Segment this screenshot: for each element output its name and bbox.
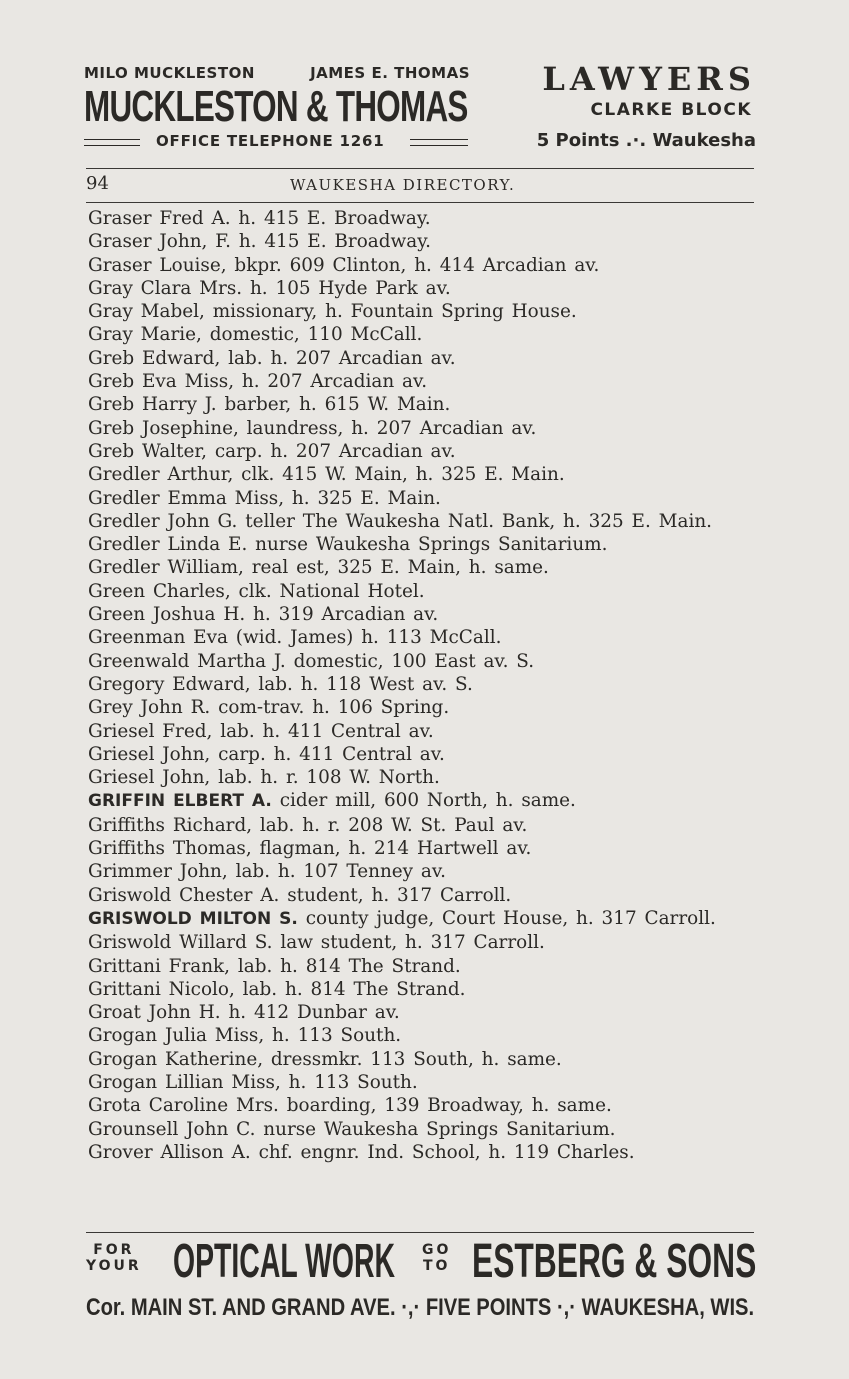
entry-text: Griesel John, lab. h. r. 108 W. North.	[88, 767, 440, 789]
directory-entry	[88, 254, 754, 277]
directory-entry	[88, 837, 754, 860]
entry-text: Griesel Fred, lab. h. 411 Central av.	[88, 720, 434, 742]
directory-entry	[88, 323, 754, 346]
entry-name-bold: GRIFFIN ELBERT A.	[88, 791, 272, 812]
directory-entry	[88, 931, 754, 954]
entry-text: Greb Walter, carp. h. 207 Arcadian av.	[88, 440, 456, 462]
entry-text: Gray Marie, domestic, 110 McCall.	[88, 324, 423, 346]
directory-entry	[88, 440, 754, 463]
entry-text: Grounsell John C. nurse Waukesha Springs Sanitarium.	[88, 1118, 616, 1140]
directory-entry	[88, 978, 754, 1001]
entry-text: Grover Allison A. chf. engnr. Ind. School, h. 119 Charles.	[88, 1141, 635, 1163]
entry-text: Grey John R. com-trav. h. 106 Spring.	[88, 697, 450, 719]
directory-entry	[88, 955, 754, 978]
entry-text: Gray Mabel, missionary, h. Fountain Spring House.	[88, 301, 577, 323]
entry-text: Graser John, F. h. 415 E. Broadway.	[88, 231, 432, 253]
directory-entry	[88, 814, 754, 837]
entry-name-bold: GRISWOLD MILTON S.	[88, 908, 298, 929]
directory-entry	[88, 789, 754, 813]
entry-text: Griswold Willard S. law student, h. 317 Carroll.	[88, 932, 545, 954]
directory-entry	[88, 1141, 754, 1164]
footer-rule	[86, 1232, 754, 1233]
directory-entry	[88, 417, 754, 440]
directory-listing	[88, 207, 754, 1164]
entry-text: Graser Fred A. h. 415 E. Broadway.	[88, 208, 431, 229]
entry-text: Grimmer John, lab. h. 107 Tenney av.	[88, 861, 446, 883]
header-rule-bottom	[86, 202, 754, 203]
entry-text: Gregory Edward, lab. h. 118 West av. S.	[88, 673, 473, 695]
entry-text: Gredler Linda E. nurse Waukesha Springs Sanitarium.	[88, 534, 608, 556]
entry-text: Greb Eva Miss, h. 207 Arcadian av.	[88, 371, 428, 393]
directory-entry	[88, 277, 754, 300]
entry-text: Gredler John G. teller The Waukesha Natl. Bank, h. 325 E. Main.	[88, 510, 713, 532]
entry-text: Grogan Julia Miss, h. 113 South.	[88, 1025, 402, 1047]
entry-text: Grittani Nicolo, lab. h. 814 The Strand.	[88, 978, 466, 1000]
directory-entry	[88, 696, 754, 719]
double-rule-right	[410, 139, 468, 146]
directory-entry	[88, 907, 754, 931]
entry-text: Greb Josephine, laundress, h. 207 Arcadian av.	[88, 417, 537, 439]
entry-text: Green Joshua H. h. 319 Arcadian av.	[88, 604, 439, 626]
entry-text: Grogan Lillian Miss, h. 113 South.	[88, 1071, 418, 1093]
clarke-block: CLARKE BLOCK	[590, 100, 752, 120]
optical-advertisement	[86, 1235, 758, 1328]
directory-entry	[88, 884, 754, 907]
directory-entry	[88, 673, 754, 696]
directory-entry	[88, 533, 754, 556]
entry-text: Griswold Chester A. student, h. 317 Carroll.	[88, 884, 512, 906]
directory-entry	[88, 1048, 754, 1071]
office-telephone: OFFICE TELEPHONE 1261	[156, 132, 385, 150]
entry-text: Greb Edward, lab. h. 207 Arcadian av.	[88, 347, 456, 369]
directory-entry	[88, 1024, 754, 1047]
estberg-sons-heading: ESTBERG & SONS	[472, 1235, 757, 1288]
entry-text: Gredler Arthur, clk. 415 W. Main, h. 325 E. Main.	[88, 464, 565, 486]
law-firm-name: MUCKLESTON & THOMAS	[84, 82, 468, 131]
entry-text: Gredler William, real est, 325 E. Main, h. same.	[88, 557, 549, 579]
entry-text: Grogan Katherine, dressmkr. 113 South, h. same.	[88, 1048, 562, 1070]
partner-name-left: MILO MUCKLESTON	[84, 64, 255, 82]
directory-entry	[88, 393, 754, 416]
page-number: 94	[86, 173, 109, 194]
directory-entry	[88, 370, 754, 393]
directory-entry	[88, 1094, 754, 1117]
directory-entry	[88, 1001, 754, 1024]
directory-entry	[88, 300, 754, 323]
entry-text: Gredler Emma Miss, h. 325 E. Main.	[88, 487, 441, 509]
entry-text: Greenman Eva (wid. James) h. 113 McCall.	[88, 627, 502, 649]
directory-entry	[88, 347, 754, 370]
directory-entry	[88, 603, 754, 626]
entry-text: Green Charles, clk. National Hotel.	[88, 580, 425, 602]
lawyers-advertisement	[84, 60, 756, 160]
go-text: GO	[422, 1242, 452, 1258]
directory-entry	[88, 230, 754, 253]
directory-entry	[88, 650, 754, 673]
directory-entry	[88, 1071, 754, 1094]
directory-entry	[88, 766, 754, 789]
entry-text: Griffiths Richard, lab. h. r. 208 W. St. Paul av.	[88, 814, 528, 836]
directory-entry	[88, 487, 754, 510]
directory-entry	[88, 556, 754, 579]
header-rule-top	[86, 168, 754, 169]
entry-text: Griesel John, carp. h. 411 Central av.	[88, 743, 445, 765]
entry-text: Graser Louise, bkpr. 609 Clinton, h. 414 Arcadian av.	[88, 254, 600, 276]
directory-entry	[88, 860, 754, 883]
your-text: YOUR	[86, 1258, 142, 1274]
entry-text: Groat John H. h. 412 Dunbar av.	[88, 1002, 400, 1024]
directory-entry	[88, 1118, 754, 1141]
entry-text: Greb Harry J. barber, h. 615 W. Main.	[88, 394, 451, 416]
entry-text: Grota Caroline Mrs. boarding, 139 Broadway, h. same.	[88, 1095, 612, 1117]
directory-entry	[88, 207, 754, 230]
directory-entry	[88, 510, 754, 533]
go-to-stack	[422, 1242, 451, 1274]
directory-entry	[88, 626, 754, 649]
entry-text: county judge, Court House, h. 317 Carroll.	[297, 907, 716, 929]
entry-text: Grittani Frank, lab. h. 814 The Strand.	[88, 955, 461, 977]
office-location: 5 Points .·. Waukesha	[536, 130, 756, 151]
for-your-stack	[86, 1242, 142, 1274]
directory-entry	[88, 580, 754, 603]
partner-name-right: JAMES E. THOMAS	[310, 64, 470, 82]
entry-text: Griffiths Thomas, flagman, h. 214 Hartwell av.	[88, 838, 532, 860]
optical-work-heading: OPTICAL WORK	[173, 1235, 396, 1288]
directory-entry	[88, 463, 754, 486]
running-title: WAUKESHA DIRECTORY.	[290, 176, 516, 194]
to-text: TO	[422, 1258, 451, 1274]
lawyers-heading: LAWYERS	[542, 60, 756, 98]
entry-text: Greenwald Martha J. domestic, 100 East av. S.	[88, 650, 535, 672]
directory-entry	[88, 743, 754, 766]
for-text: FOR	[93, 1242, 135, 1258]
double-rule-left	[84, 139, 140, 146]
entry-text: Gray Clara Mrs. h. 105 Hyde Park av.	[88, 277, 451, 299]
estberg-address: Cor. MAIN ST. AND GRAND AVE. ·,· FIVE POINTS ·,· WAUKESHA, WIS.	[86, 1294, 755, 1321]
office-telephone-row	[84, 132, 470, 152]
directory-entry	[88, 720, 754, 743]
entry-text: cider mill, 600 North, h. same.	[271, 790, 576, 812]
